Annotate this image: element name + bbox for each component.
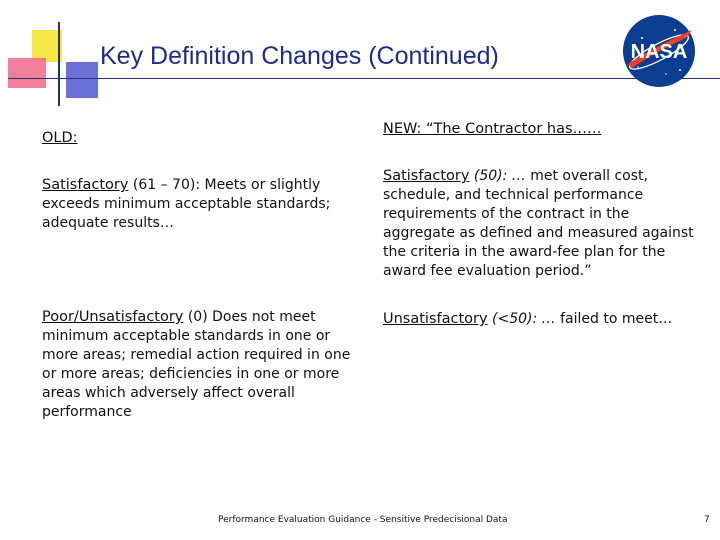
new-description: failed to meet… [555, 311, 673, 327]
old-entry-satisfactory [42, 176, 360, 233]
slide-title: Key Definition Changes (Continued) [100, 42, 499, 70]
old-term: Poor/Unsatisfactory [42, 309, 184, 325]
new-score: (50): … [469, 168, 526, 184]
nasa-logo-icon [620, 12, 698, 90]
title-underline [8, 78, 720, 79]
old-term: Satisfactory [42, 177, 129, 193]
decor-blue-square [66, 62, 98, 98]
nasa-logo-text: NASA [630, 41, 688, 63]
page-number: 7 [704, 515, 710, 525]
old-description: (61 – 70): Meets or slightly exceeds minimum acceptable standards; adequate results… [42, 177, 331, 231]
new-score: (<50): … [487, 311, 556, 327]
decor-red-square [8, 58, 46, 88]
old-description: (0) Does not meet minimum acceptable standards in one or more areas; remedial action required in one or more areas; deficiencies in one or more areas which adversely affect overall performance [42, 309, 351, 420]
slide-footer: Performance Evaluation Guidance - Sensitive Predecisional Data [218, 515, 508, 525]
new-description: met overall cost, schedule, and technical performance requirements of the contract in the aggregate as defined and measured against the criteria in the award-fee plan for the award fee evaluation period.” [383, 168, 694, 279]
new-header: NEW: “The Contractor has…… [383, 121, 602, 137]
new-entry-unsatisfactory [383, 310, 705, 329]
old-header: OLD: [42, 130, 78, 146]
new-term: Satisfactory [383, 168, 470, 184]
new-entry-satisfactory [383, 167, 705, 281]
new-term: Unsatisfactory [383, 311, 488, 327]
old-entry-poor-unsatisfactory [42, 308, 360, 422]
decor-vertical-line [58, 22, 60, 106]
